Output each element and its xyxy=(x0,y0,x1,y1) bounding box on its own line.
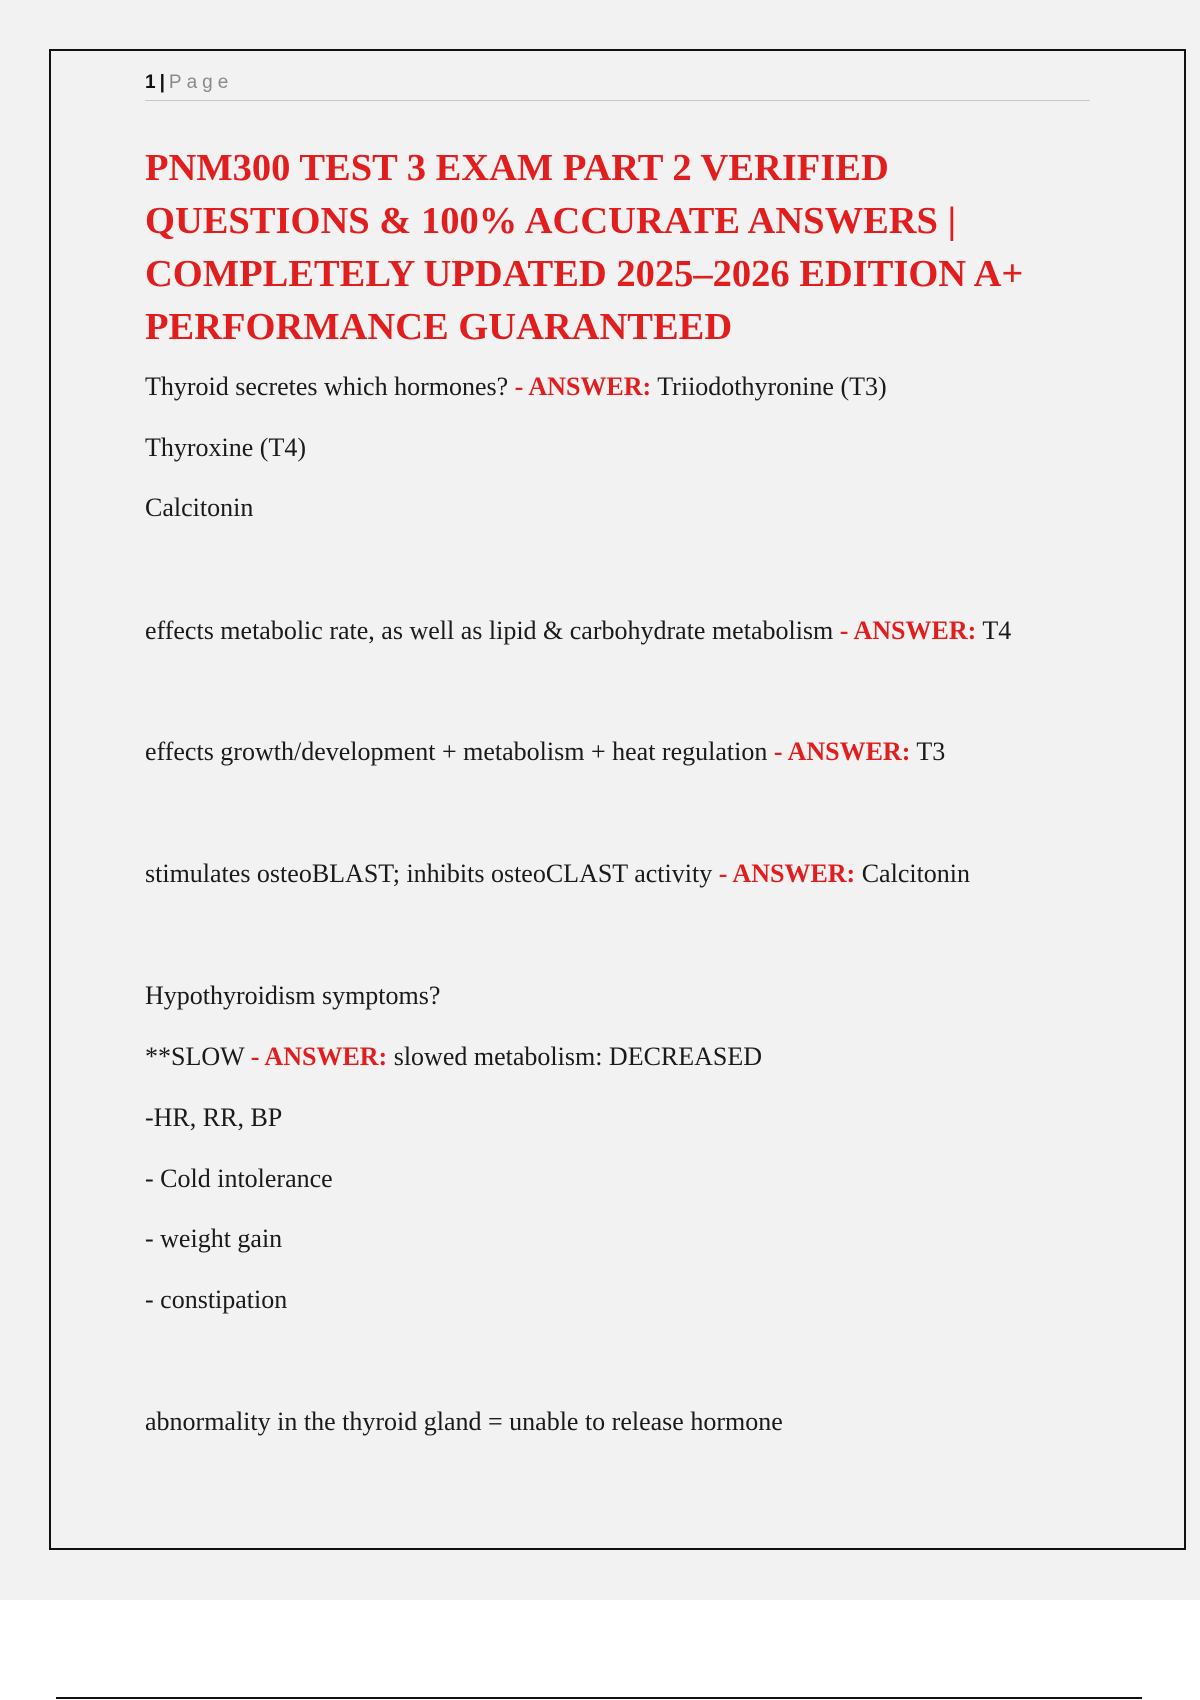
question-text: **SLOW xyxy=(145,1042,245,1071)
answer-marker: - ANSWER: xyxy=(839,616,977,645)
qa-line xyxy=(145,614,1011,648)
qa-line xyxy=(145,857,970,891)
answer-continuation: - constipation xyxy=(145,1285,288,1314)
page-label: Page xyxy=(168,72,234,93)
answer-marker: - ANSWER: xyxy=(514,372,652,401)
answer-marker: - ANSWER: xyxy=(773,737,911,766)
answer-marker: - ANSWER: xyxy=(718,859,856,888)
question-text: effects metabolic rate, as well as lipid & carbohydrate metabolism xyxy=(145,616,834,645)
answer-text: Triiodothyronine (T3) xyxy=(657,372,887,401)
document-title: PNM300 TEST 3 EXAM PART 2 VERIFIED QUESTIONS & 100% ACCURATE ANSWERS | COMPLETELY UPDATED 2025–2026 EDITION A+ PERFORMANCE GUARANTEED xyxy=(145,147,1024,348)
next-page-rule xyxy=(56,1697,1142,1699)
page-separator: | xyxy=(159,72,165,93)
answer-marker: - ANSWER: xyxy=(250,1042,388,1071)
body-text: abnormality in the thyroid gland = unable to release hormone xyxy=(145,1407,783,1436)
answer-continuation: -HR, RR, BP xyxy=(145,1103,283,1132)
page-header xyxy=(145,72,1090,101)
answer-continuation: - weight gain xyxy=(145,1224,283,1253)
answer-continuation: - Cold intolerance xyxy=(145,1164,333,1193)
qa-line xyxy=(145,1040,762,1074)
question-text: effects growth/development + metabolism + heat regulation xyxy=(145,737,768,766)
question-text: Thyroid secretes which hormones? xyxy=(145,372,509,401)
answer-text: Calcitonin xyxy=(861,859,971,888)
answer-text: T3 xyxy=(916,737,946,766)
question-text: stimulates osteoBLAST; inhibits osteoCLAST activity xyxy=(145,859,713,888)
question-line: Hypothyroidism symptoms? xyxy=(145,981,441,1010)
answer-continuation: Thyroxine (T4) xyxy=(145,433,307,462)
page-number: 1 xyxy=(145,72,156,93)
qa-line xyxy=(145,370,887,404)
answer-text: slowed metabolism: DECREASED xyxy=(393,1042,763,1071)
answer-continuation: Calcitonin xyxy=(145,493,254,522)
qa-line xyxy=(145,735,945,769)
answer-text: T4 xyxy=(982,616,1012,645)
